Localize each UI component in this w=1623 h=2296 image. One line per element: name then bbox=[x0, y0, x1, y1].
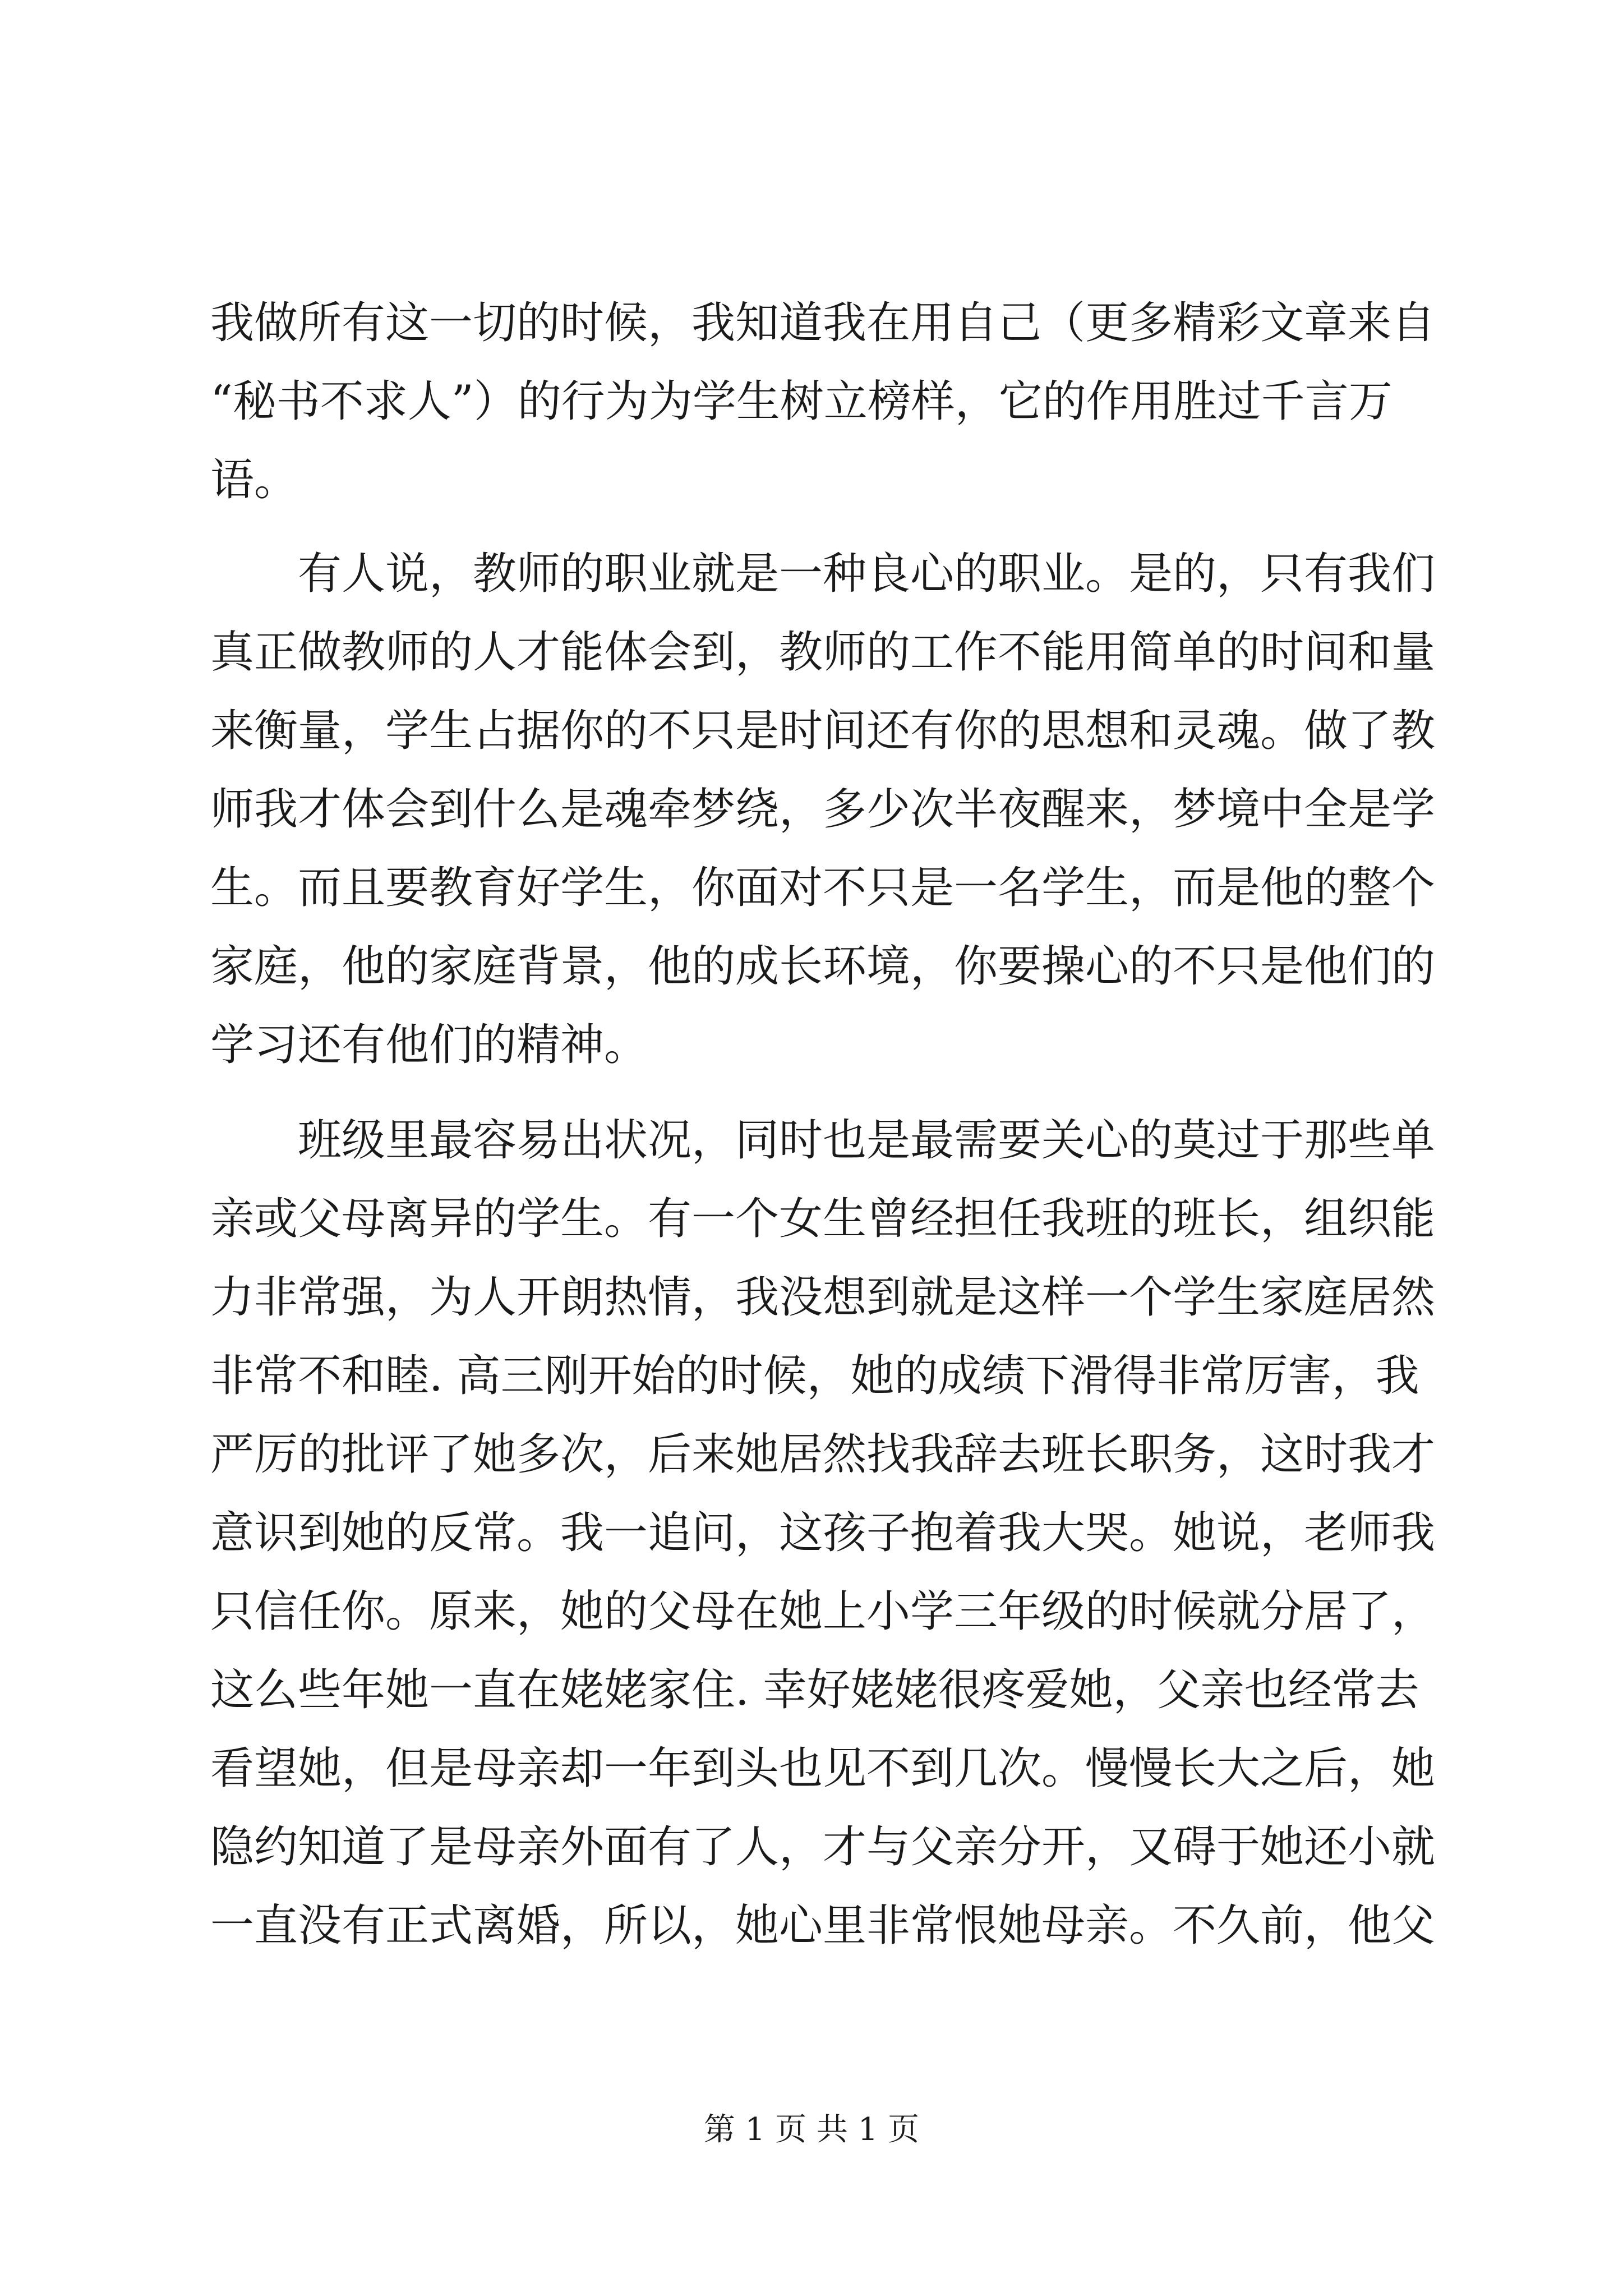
text-line: 学习还有他们的精神。 bbox=[210, 1020, 648, 1070]
text-line: 真正做教师的人才能体会到，教师的工作不能用简单的时间和量 bbox=[210, 627, 1436, 678]
text-line: 隐约知道了是母亲外面有了人，才与父亲分开，又碍于她还小就 bbox=[210, 1822, 1436, 1872]
text-line: 语。 bbox=[210, 455, 298, 505]
text-line: 只信任你。原来，她的父母在她上小学三年级的时候就分居了， bbox=[210, 1586, 1436, 1637]
text-line: 看望她，但是母亲却一年到头也见不到几次。慢慢长大之后，她 bbox=[210, 1743, 1436, 1794]
text-line: “秘书不求人”）的行为为学生树立榜样，它的作用胜过千言万 bbox=[210, 376, 1393, 427]
text-line: 师我才体会到什么是魂牵梦绕，多少次半夜醒来，梦境中全是学 bbox=[210, 784, 1436, 835]
text-line: 生。而且要教育好学生，你面对不只是一名学生，而是他的整个 bbox=[210, 863, 1436, 913]
text-line: 一直没有正式离婚，所以，她心里非常恨她母亲。不久前，他父 bbox=[210, 1901, 1436, 1951]
text-line: 非常不和睦. 高三刚开始的时候，她的成绩下滑得非常厉害，我 bbox=[210, 1351, 1419, 1401]
text-line: 这么些年她一直在姥姥家住. 幸好姥姥很疼爱她，父亲也经常去 bbox=[210, 1665, 1419, 1715]
paragraph-start-line: 有人说，教师的职业就是一种良心的职业。是的，只有我们 bbox=[298, 549, 1436, 599]
text-line: 我做所有这一切的时候，我知道我在用自己（更多精彩文章来自 bbox=[210, 298, 1436, 348]
text-line: 来衡量，学生占据你的不只是时间还有你的思想和灵魂。做了教 bbox=[210, 706, 1436, 756]
text-line: 意识到她的反常。我一追问，这孩子抱着我大哭。她说，老师我 bbox=[210, 1508, 1436, 1558]
text-line: 力非常强，为人开朗热情，我没想到就是这样一个学生家庭居然 bbox=[210, 1272, 1436, 1323]
text-line: 亲或父母离异的学生。有一个女生曾经担任我班的班长，组织能 bbox=[210, 1194, 1436, 1244]
text-line: 家庭，他的家庭背景，他的成长环境，你要操心的不只是他们的 bbox=[210, 941, 1436, 992]
text-line: 严厉的批评了她多次，后来她居然找我辞去班长职务，这时我才 bbox=[210, 1429, 1436, 1480]
paragraph-start-line: 班级里最容易出状况，同时也是最需要关心的莫过于那些单 bbox=[298, 1115, 1436, 1166]
page-footer: 第 1 页 共 1 页 bbox=[703, 2111, 920, 2148]
